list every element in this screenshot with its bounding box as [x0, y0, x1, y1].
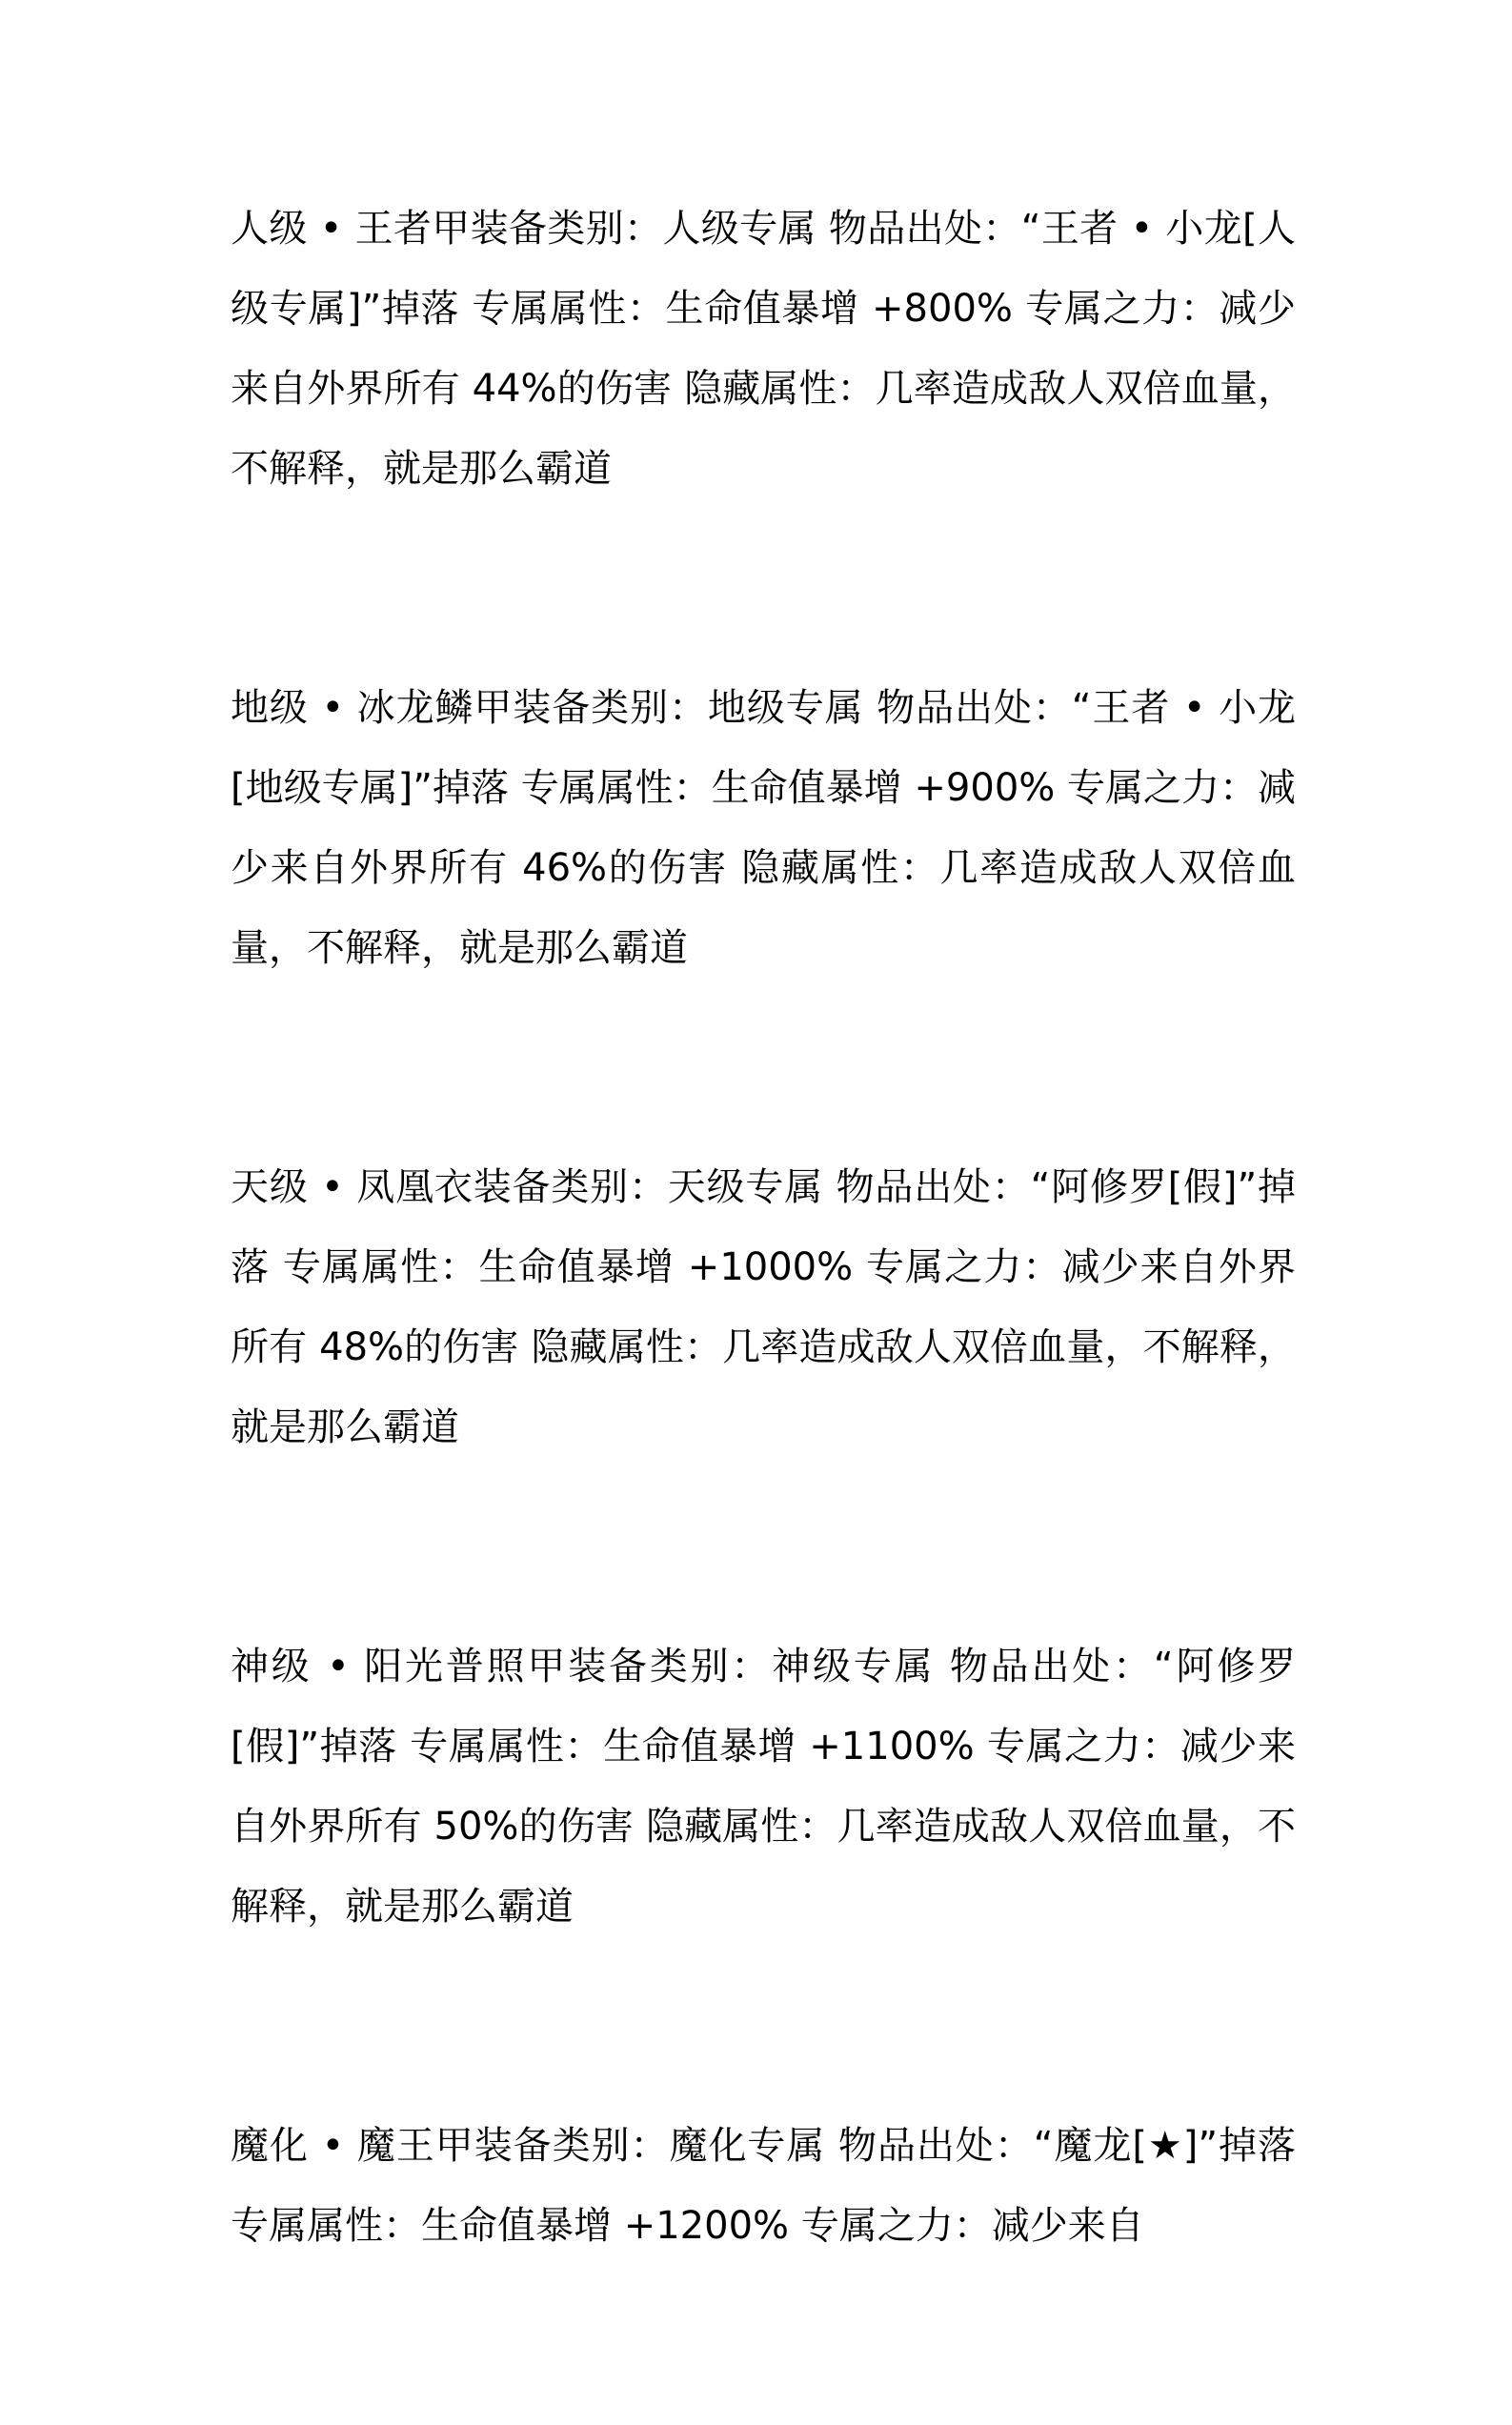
equipment-paragraph-shenji: 神级 • 阳光普照甲装备类别：神级专属 物品出处：“阿修罗[假]”掉落 专属属性：生命值暴增 +1100% 专属之力：减少来自外界所有 50%的伤害 隐藏属性：几率造成敌人双倍血量，不解释，就是那么霸道	[231, 1645, 1296, 1929]
equipment-paragraph-tianji: 天级 • 凤凰衣装备类别：天级专属 物品出处：“阿修罗[假]”掉落 专属属性：生命值暴增 +1000% 专属之力：减少来自外界所有 48%的伤害 隐藏属性：几率造成敌人双倍血量，不解释，就是那么霸道	[231, 1165, 1296, 1449]
equipment-paragraph-diji: 地级 • 冰龙鳞甲装备类别：地级专属 物品出处：“王者 • 小龙[地级专属]”掉落 专属属性：生命值暴增 +900% 专属之力：减少来自外界所有 46%的伤害 隐藏属性：几率造成敌人双倍血量，不解释，就是那么霸道	[231, 686, 1296, 970]
equipment-paragraph-renji: 人级 • 王者甲装备类别：人级专属 物品出处：“王者 • 小龙[人级专属]”掉落 专属属性：生命值暴增 +800% 专属之力：减少来自外界所有 44%的伤害 隐藏属性：几率造成敌人双倍血量，不解释，就是那么霸道	[231, 207, 1296, 491]
equipment-paragraph-mohua: 魔化 • 魔王甲装备类别：魔化专属 物品出处：“魔龙[★]”掉落 专属属性：生命值暴增 +1200% 专属之力：减少来自	[231, 2124, 1296, 2248]
document-body	[231, 189, 1296, 2425]
